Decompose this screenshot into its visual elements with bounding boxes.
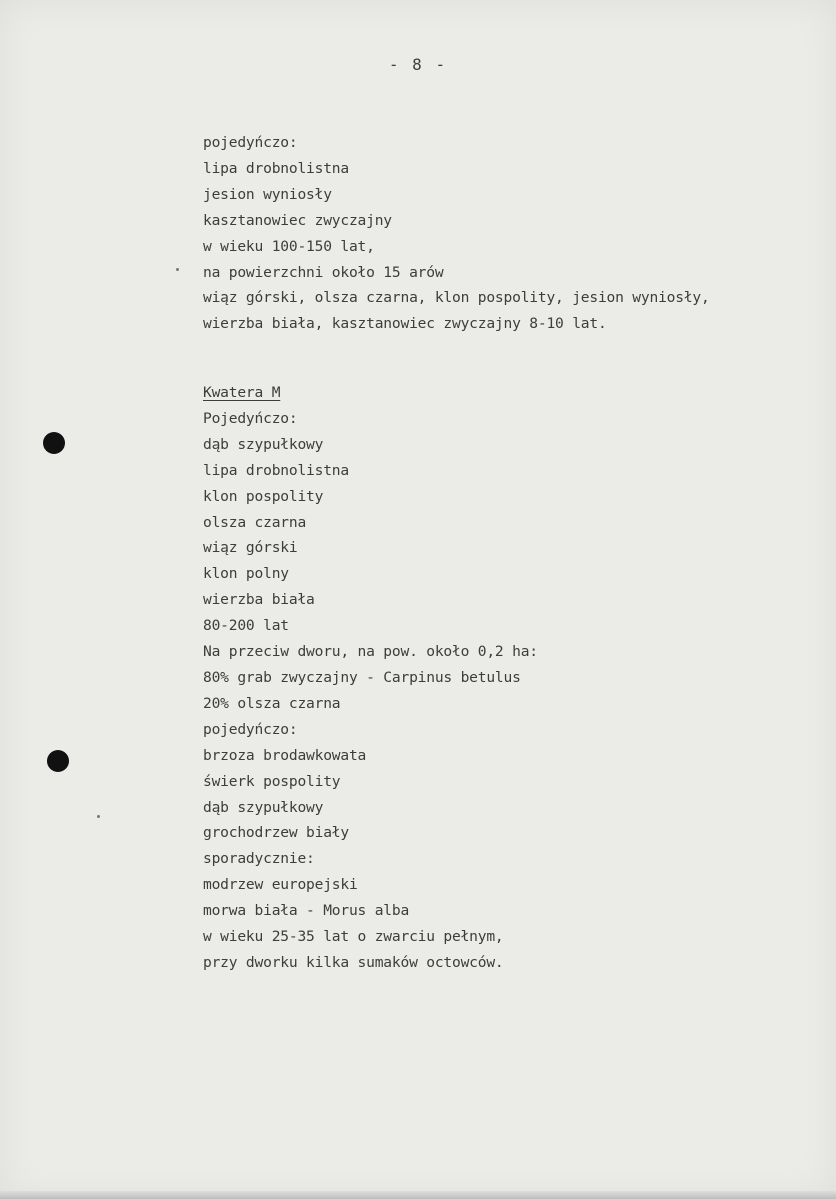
text-line: przy dworku kilka sumaków octowców.	[203, 953, 504, 971]
text-line: sporadycznie:	[203, 850, 315, 868]
text-line: świerk pospolity	[203, 772, 341, 790]
text-line: Pojedyńczo:	[203, 409, 298, 427]
text-line: klon polny	[203, 565, 289, 583]
text-line: wiąz górski	[203, 539, 298, 557]
text-line: Na przeciw dworu, na pow. około 0,2 ha:	[203, 643, 538, 661]
paper-speck	[97, 815, 100, 818]
text-line: 80-200 lat	[203, 617, 289, 635]
section-heading: Kwatera M	[203, 384, 281, 401]
text-line: 80% grab zwyczajny - Carpinus betulus	[203, 668, 521, 686]
text-line: klon pospolity	[203, 487, 324, 505]
page-edge	[0, 1191, 836, 1199]
text-line: w wieku 25-35 lat o zwarciu pełnym,	[203, 928, 504, 946]
text-line: pojedyńczo:	[203, 720, 298, 738]
text-line: kasztanowiec zwyczajny	[203, 211, 392, 229]
text-line: dąb szypułkowy	[203, 798, 324, 816]
punch-hole	[47, 750, 69, 772]
text-line: wiąz górski, olsza czarna, klon pospolity, jesion wyniosły,	[203, 289, 710, 307]
page-number: - 8 -	[388, 55, 448, 74]
text-line: wierzba biała, kasztanowiec zwyczajny 8-10 lat.	[203, 315, 607, 333]
text-line: wierzba biała	[203, 591, 315, 609]
text-line: dąb szypułkowy	[203, 435, 324, 453]
text-line: lipa drobnolistna	[203, 159, 349, 177]
punch-hole	[43, 432, 65, 454]
text-line: brzoza brodawkowata	[203, 746, 367, 764]
section-1-text	[203, 130, 710, 337]
text-line: pojedyńczo:	[203, 134, 298, 151]
text-line: grochodrzew biały	[203, 824, 349, 842]
text-line: na powierzchni około 15 arów	[203, 263, 444, 281]
section-2-text	[203, 380, 538, 976]
paper-speck	[176, 268, 179, 271]
text-line: olsza czarna	[203, 513, 307, 531]
text-line: jesion wyniosły	[203, 185, 332, 203]
text-line: w wieku 100-150 lat,	[203, 237, 375, 255]
text-line: morwa biała - Morus alba	[203, 902, 410, 920]
text-line: modrzew europejski	[203, 876, 358, 894]
text-line: 20% olsza czarna	[203, 694, 341, 712]
text-line: lipa drobnolistna	[203, 461, 349, 479]
